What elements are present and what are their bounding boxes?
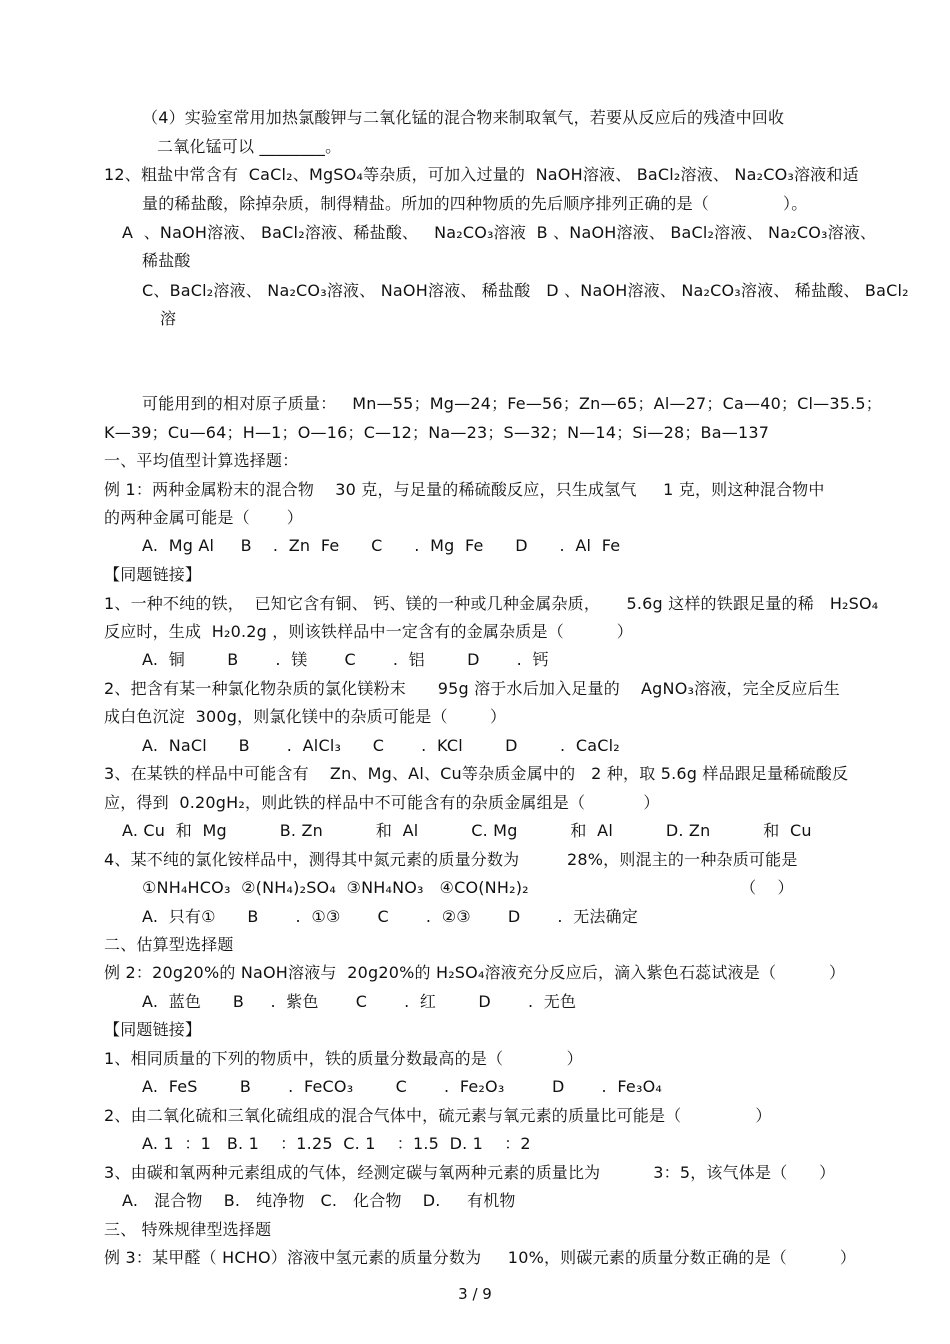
text-line: 二氧化锰可以 ________。 xyxy=(157,137,342,156)
atomic-masses: 可能用到的相对原子质量： Mn—55；Mg—24；Fe—56；Zn—65；Al—27；Ca—40；Cl—35.5； xyxy=(142,394,883,413)
option-line: ①NH₄HCO₃ ②(NH₄)₂SO₄ ③NH₄NO₃ ④CO(NH₂)₂ （ ） xyxy=(142,878,794,897)
text-line: 成白色沉淀 300g，则氯化镁中的杂质可能是（ ） xyxy=(104,707,507,726)
option-line: 溶 xyxy=(160,309,177,328)
section-heading: 一、平均值型计算选择题： xyxy=(104,451,299,470)
option-line: A. 1 ：1 B. 1 ：1.25 C. 1 ：1.5 D. 1 ：2 xyxy=(142,1134,531,1153)
link-heading: 【同题链接】 xyxy=(104,1020,202,1039)
link-heading: 【同题链接】 xyxy=(104,565,202,584)
example-2: 例 2：20g20%的 NaOH溶液与 20g20%的 H₂SO₄溶液充分反应后，滴入紫色石蕊试液是（ ） xyxy=(104,963,846,982)
question: 4、某不纯的氯化铵样品中，测得其中氮元素的质量分数为 28%，则混主的一种杂质可能是 xyxy=(104,850,798,869)
question: 3、由碳和氧两种元素组成的气体，经测定碳与氧两种元素的质量比为 3：5，该气体是（ ） xyxy=(104,1163,836,1182)
option-line: A. 铜 B . 镁 C . 铝 D . 钙 xyxy=(142,650,549,669)
option-line: A. 蓝色 B . 紫色 C . 红 D . 无色 xyxy=(142,992,577,1011)
text-line: 反应时，生成 H₂0.2g ，则该铁样品中一定含有的金属杂质是（ ） xyxy=(104,622,633,641)
question-12: 12、粗盐中常含有 CaCl₂、MgSO₄等杂质，可加入过量的 NaOH溶液、 BaCl₂溶液、 Na₂CO₃溶液和适 xyxy=(104,165,859,184)
option-line: A. 只有① B . ①③ C . ②③ D . 无法确定 xyxy=(142,907,639,926)
option-line: C、BaCl₂溶液、 Na₂CO₃溶液、 NaOH溶液、 稀盐酸 D 、NaOH溶液、 Na₂CO₃溶液、 稀盐酸、 BaCl₂ xyxy=(142,281,909,300)
page-number: 3 / 9 xyxy=(458,1285,492,1303)
atomic-masses: K—39；Cu—64；H—1；O—16；C—12；Na—23；S—32；N—14；Si—28；Ba—137 xyxy=(104,423,770,442)
text-line: 量的稀盐酸，除掉杂质，制得精盐。所加的四种物质的先后顺序排列正确的是（ ）。 xyxy=(142,194,808,213)
option-line: A. Mg Al B . Zn Fe C . Mg Fe D . Al Fe xyxy=(142,536,621,555)
question: 3、在某铁的样品中可能含有 Zn、Mg、Al、Cu等杂质金属中的 2 种，取 5.6g 样品跟足量稀硫酸反 xyxy=(104,764,849,783)
section-heading: 三、 特殊规律型选择题 xyxy=(104,1220,272,1239)
question: 2、由二氧化硫和三氧化硫组成的混合气体中，硫元素与氧元素的质量比可能是（ ） xyxy=(104,1106,772,1125)
option-line: 稀盐酸 xyxy=(142,251,191,270)
question: 2、把含有某一种氯化物杂质的氯化镁粉末 95g 溶于水后加入足量的 AgNO₃溶液，完全反应后生 xyxy=(104,679,840,698)
option-line: A. FeS B . FeCO₃ C . Fe₂O₃ D . Fe₃O₄ xyxy=(142,1077,662,1096)
section-heading: 二、估算型选择题 xyxy=(104,935,234,954)
text-line: 的两种金属可能是（ ） xyxy=(104,508,304,527)
option-line: A 、NaOH溶液、 BaCl₂溶液、稀盐酸、 Na₂CO₃溶液 B 、NaOH溶液、 BaCl₂溶液、 Na₂CO₃溶液、 xyxy=(122,223,877,242)
example-3: 例 3：某甲醛（ HCHO）溶液中氢元素的质量分数为 10%，则碳元素的质量分数正确的是（ ） xyxy=(104,1248,857,1267)
text-line: （4）实验室常用加热氯酸钾与二氧化锰的混合物来制取氧气，若要从反应后的残渣中回收 xyxy=(142,108,785,127)
option-line: A. Cu 和 Mg B. Zn 和 Al C. Mg 和 Al D. Zn 和 Cu xyxy=(122,821,812,840)
option-line: A. NaCl B . AlCl₃ C . KCl D . CaCl₂ xyxy=(142,736,620,755)
question: 1、相同质量的下列的物质中，铁的质量分数最高的是（ ） xyxy=(104,1049,583,1068)
question: 1、一种不纯的铁， 已知它含有铜、 钙、镁的一种或几种金属杂质， 5.6g 这样的铁跟足量的稀 H₂SO₄ xyxy=(104,594,879,613)
text-line: 应，得到 0.20gH₂，则此铁的样品中不可能含有的杂质金属组是（ ） xyxy=(104,793,660,812)
option-line: A. 混合物 B. 纯净物 C. 化合物 D. 有机物 xyxy=(122,1191,516,1210)
example-1: 例 1：两种金属粉末的混合物 30 克，与足量的稀硫酸反应，只生成氢气 1 克，则这种混合物中 xyxy=(104,480,825,499)
